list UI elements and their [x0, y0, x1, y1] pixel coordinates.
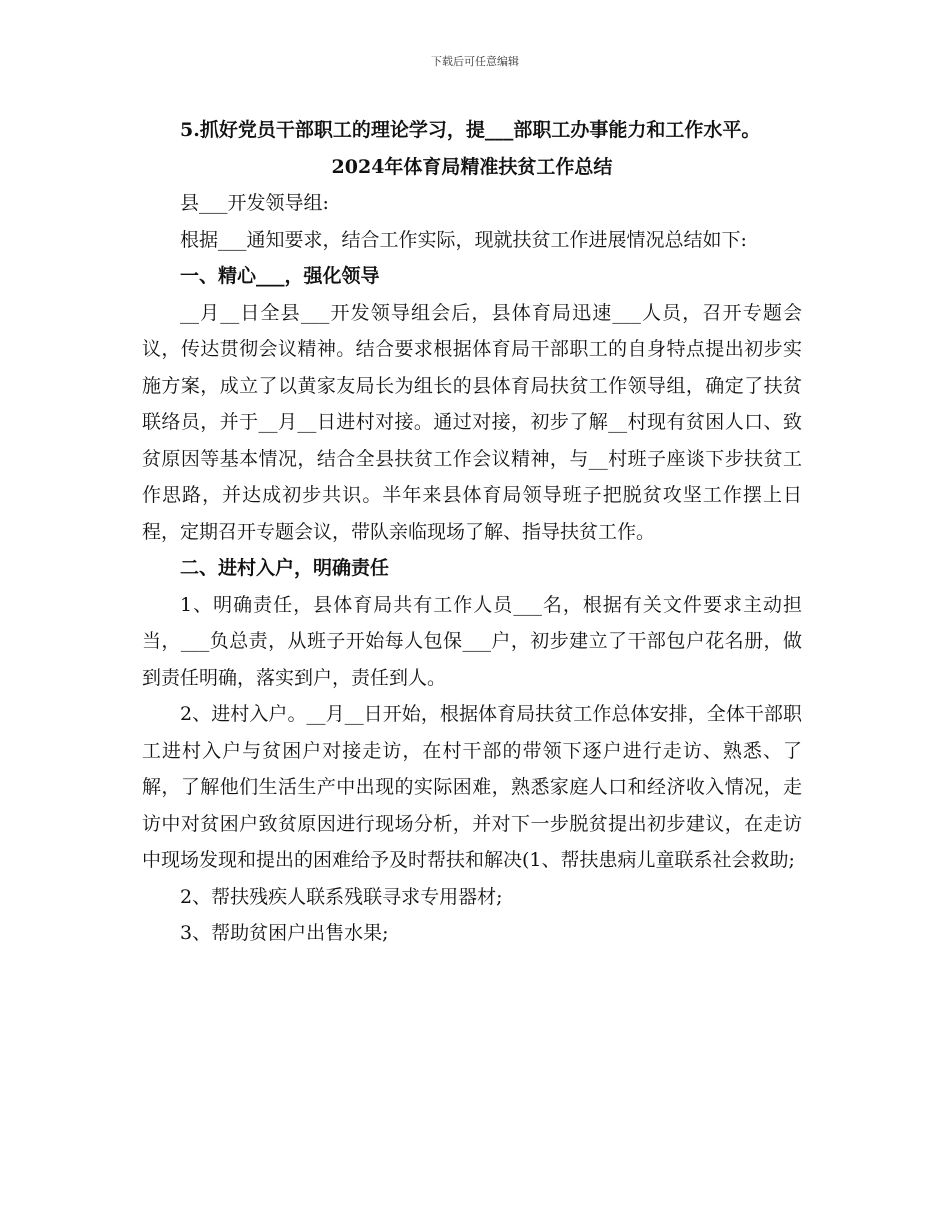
paragraph-three: 2、进村入户。__月__日开始，根据体育局扶贫工作总体安排，全体干部职工进村入户与贫困户对接走访，在村干部的带领下逐户进行走访、熟悉、了解，了解他们生活生产中出现的实际困难，熟悉家庭人口和经济收入情况，走访中对贫困户致贫原因进行现场分析，并对下一步脱贫提出初步建议，在走访中现场发现和提出的困难给予及时帮扶和解决(1、帮扶患病儿童联系社会救助; — [142, 703, 802, 871]
document-body — [142, 112, 802, 952]
paragraph-two: 1、明确责任，县体育局共有工作人员___名，根据有关文件要求主动担当，___负总责，从班子开始每人包保___户，初步建立了干部包户花名册，做到责任明确，落实到户，责任到人。 — [142, 593, 802, 689]
list-item-three: 3、帮助贫困户出售水果; — [180, 922, 389, 944]
salutation: 县___开发领导组: — [180, 192, 329, 214]
section5-heading: 5.抓好党员干部职工的理论学习，提___部职工办事能力和工作水平。 — [180, 119, 761, 141]
paragraph-one: __月__日全县___开发领导组会后，县体育局迅速___人员，召开专题会议，传达贯彻会议精神。结合要求根据体育局干部职工的自身特点提出初步实施方案，成立了以黄家友局长为组长的县体育局扶贫工作领导组，确定了扶贫联络员，并于__月__日进村对接。通过对接，初步了解__村现有贫困人口、致贫原因等基本情况，结合全县扶贫工作会议精神，与__村班子座谈下步扶贫工作思路，并达成初步共识。半年来县体育局领导班子把脱贫攻坚工作摆上日程，定期召开专题会议，带队亲临现场了解、指导扶贫工作。 — [142, 301, 802, 543]
header-note: 下载后可任意编辑 — [431, 55, 519, 68]
heading-one: 一、精心___，强化领导 — [180, 265, 380, 287]
document-title: 2024年体育局精准扶贫工作总结 — [331, 155, 613, 178]
list-item-two: 2、帮扶残疾人联系残联寻求专用器材; — [180, 885, 503, 908]
intro-paragraph: 根据___通知要求，结合工作实际，现就扶贫工作进展情况总结如下: — [180, 228, 747, 251]
heading-two: 二、进村入户，明确责任 — [180, 557, 390, 579]
